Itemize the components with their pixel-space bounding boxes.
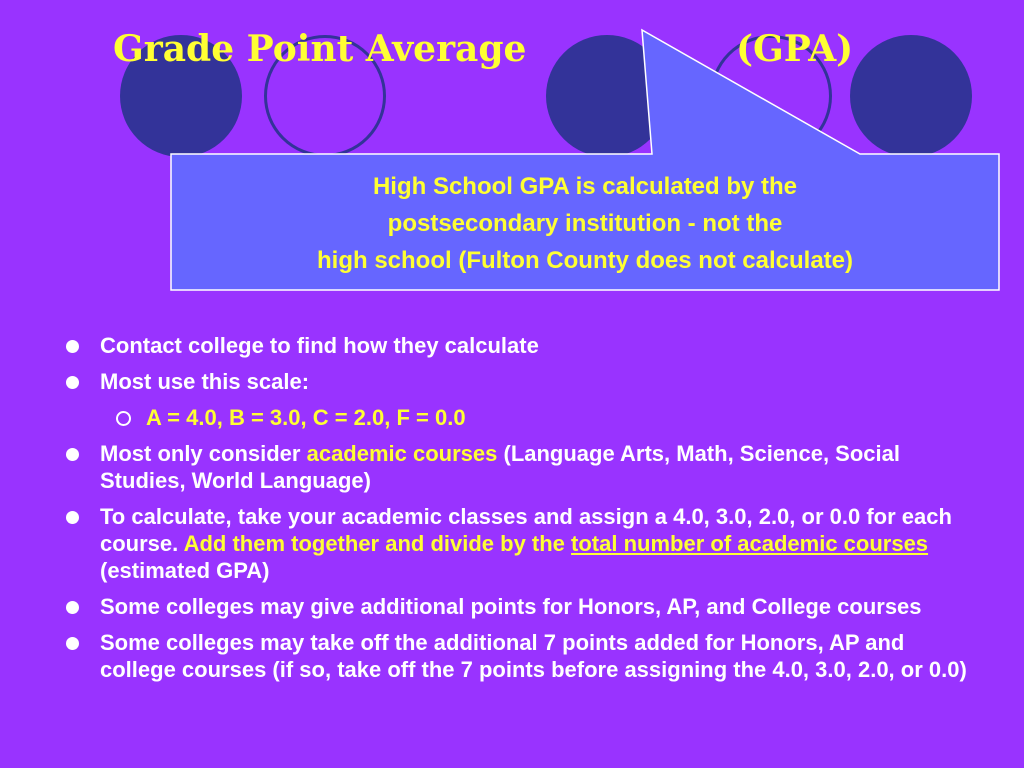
highlight-text: Add them together and divide by the bbox=[183, 531, 572, 556]
list-item-text: To calculate, take your academic classes and assign a 4.0, 3.0, 2.0, or 0.0 for each course. bbox=[100, 504, 952, 556]
list-item-text: (Language Arts, Math, Science, Social Studies, World Language) bbox=[100, 441, 900, 493]
bullet-icon bbox=[66, 376, 79, 389]
list-item bbox=[62, 503, 982, 584]
bullet-list bbox=[62, 332, 982, 692]
grade-scale: A = 4.0, B = 3.0, C = 2.0, F = 0.0 bbox=[146, 405, 466, 430]
callout-text bbox=[171, 168, 999, 279]
underlined-highlight-text: total number of academic courses bbox=[571, 531, 929, 556]
highlight-text: academic courses bbox=[306, 441, 498, 466]
bullet-icon bbox=[66, 340, 79, 353]
list-item bbox=[62, 368, 982, 395]
list-item-text: Contact college to find how they calculate bbox=[100, 333, 539, 358]
callout-line: High School GPA is calculated by the bbox=[372, 173, 798, 200]
list-item bbox=[62, 332, 982, 359]
list-item-text: Some colleges may give additional points for Honors, AP, and College courses bbox=[100, 594, 922, 619]
list-item bbox=[62, 629, 982, 683]
callout-line: postsecondary institution - not the bbox=[387, 210, 783, 237]
list-item-text: Some colleges may take off the additional 7 points added for Honors, AP and college courses (if so, take off the 7 points before assigning the 4.0, 3.0, 2.0, or 0.0) bbox=[100, 630, 967, 682]
list-item bbox=[62, 440, 982, 494]
list-item bbox=[62, 593, 982, 620]
bullet-icon bbox=[66, 511, 79, 524]
bullet-icon bbox=[66, 448, 79, 461]
list-item-text: (estimated GPA) bbox=[100, 558, 270, 583]
bullet-icon bbox=[66, 637, 79, 650]
callout-line: high school (Fulton County does not calculate) bbox=[317, 247, 853, 274]
title-abbreviation: (GPA) bbox=[736, 28, 854, 70]
title-text: Grade Point Average bbox=[113, 28, 527, 70]
bullet-icon bbox=[66, 601, 79, 614]
sub-list-item bbox=[62, 404, 982, 431]
list-item-text: Most only consider bbox=[100, 441, 307, 466]
hollow-bullet-icon bbox=[116, 411, 131, 426]
list-item-text: Most use this scale: bbox=[100, 369, 310, 394]
